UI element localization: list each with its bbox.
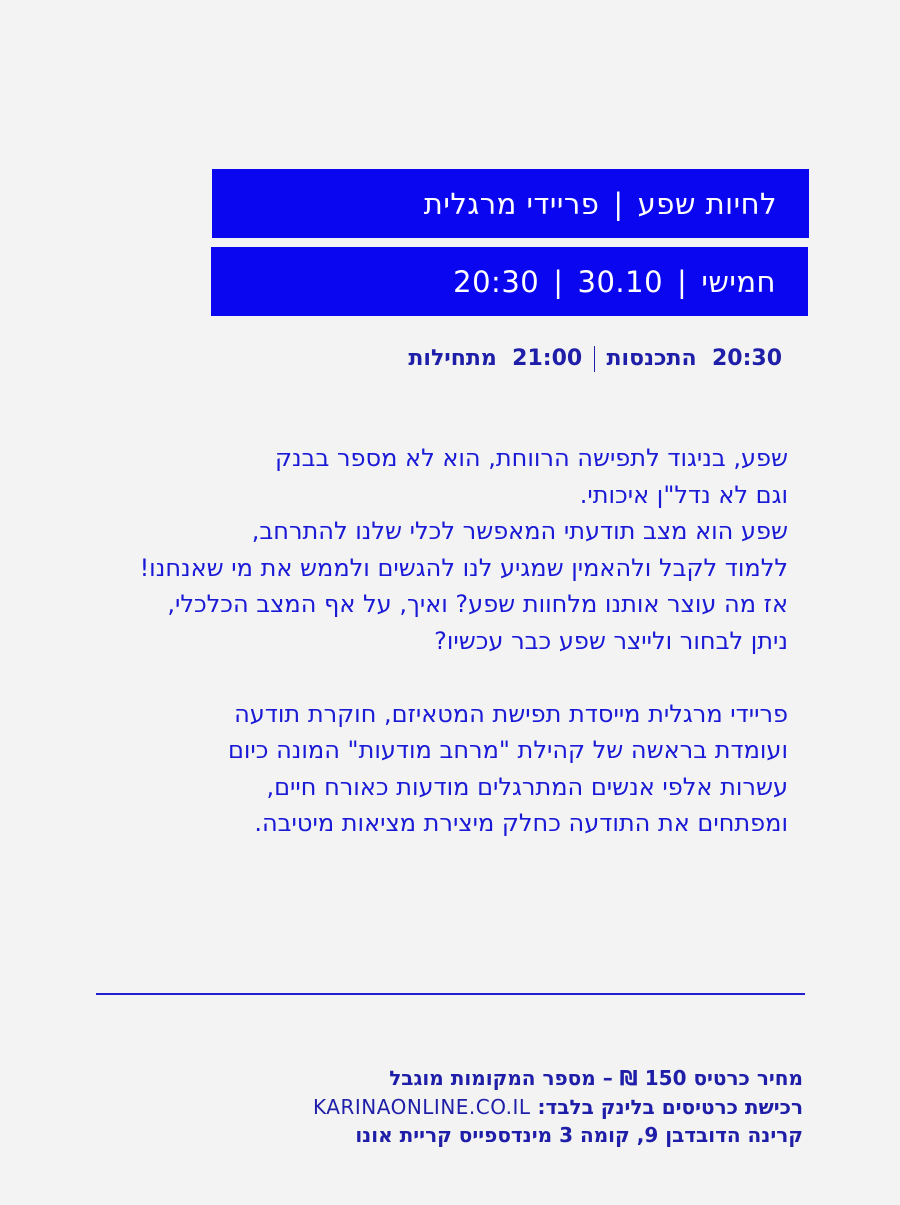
description-line: שפע הוא מצב תודעתי המאפשר לכלי שלנו להתרחב, — [251, 517, 788, 545]
event-time: 20:30 — [453, 264, 540, 299]
event-date: 30.10 — [577, 264, 664, 299]
date-separator-1: | — [677, 264, 688, 299]
bio-line: פריידי מרגלית מייסדת תפישת המטאיזם, חוקרת תודעה — [234, 699, 788, 728]
date-banner — [211, 247, 808, 316]
paragraph-gap — [88, 659, 788, 696]
date-separator-2: | — [553, 264, 564, 299]
description-line: שפע, בניגוד לתפישה הרווחת, הוא לא מספר בבנק — [274, 444, 788, 472]
ticket-price: מחיר כרטיס 150 ₪ – מספר המקומות מוגבל — [389, 1066, 803, 1090]
schedule-line — [408, 346, 782, 372]
start-label: מתחילות — [408, 346, 497, 371]
description-line: ללמוד לקבל ולהאמין שמגיע לנו להגשים ולממש את מי שאנחנו! — [139, 553, 788, 582]
entry-time: 20:30 — [711, 346, 782, 371]
event-description — [88, 440, 788, 842]
description-line: וגם לא נדל"ן איכותי. — [579, 480, 788, 509]
bio-line: ומפתחים את התודעה כחלק מיצירת מציאות מיטיבה. — [254, 809, 788, 837]
schedule-divider — [594, 346, 595, 372]
start-time: 21:00 — [512, 346, 583, 371]
bio-line: ועומדת בראשה של קהילת "מרחב מודעות" המונה כיום — [227, 736, 788, 764]
bio-line: עשרות אלפי אנשים המתרגלים מודעות כאורח חיים, — [266, 772, 788, 801]
purchase-label: רכישת כרטיסים בלינק בלבד: — [537, 1094, 803, 1119]
venue-address: קרינה הדובדבן 9, קומה 3 מינדספייס קריית אונו — [355, 1123, 803, 1147]
event-title: לחיות שפע — [637, 186, 777, 221]
event-day: חמישי — [701, 264, 776, 299]
footer-divider — [96, 993, 805, 995]
footer-info — [313, 1064, 803, 1150]
description-line: ניתן לבחור ולייצר שפע כבר עכשיו? — [434, 626, 788, 655]
entry-label: התכנסות — [606, 346, 697, 371]
purchase-line — [313, 1093, 803, 1122]
speaker-name: פריידי מרגלית — [423, 186, 600, 221]
purchase-link[interactable]: KARINAONLINE.CO.IL — [313, 1094, 531, 1119]
description-line: אז מה עוצר אותנו מלחוות שפע? ואיך, על אף המצב הכלכלי, — [167, 590, 788, 618]
title-separator: | — [613, 186, 624, 221]
title-banner — [212, 169, 809, 238]
